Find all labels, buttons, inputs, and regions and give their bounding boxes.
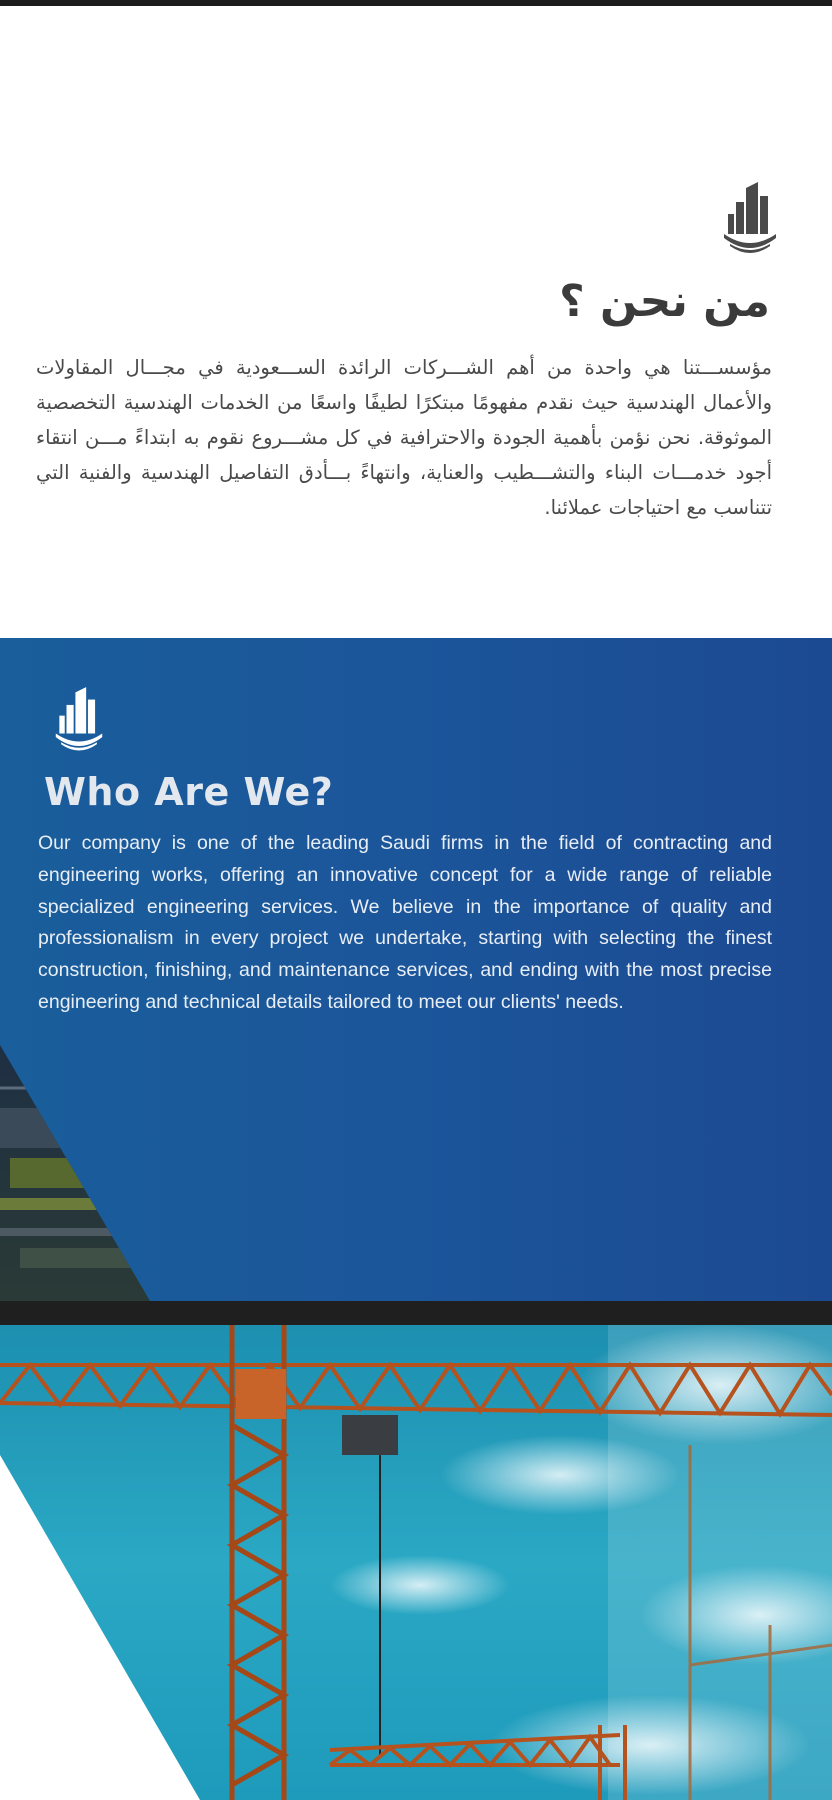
about-text-arabic: مؤسســـتنا هي واحدة من أهم الشـــركات الرائدة الســـعودية في مجـــال المقاولات والأعمال الهندسية حيث نقدم مفهومًا مبتكرًا لطيفًا واسعًا من الخدمات الهندسية التخصصية الموثوقة. نحن نؤمن بأهمية الجودة والاحترافية في كل مشـــروع نقوم به ابتداءً مـــن انتقاء أجود خدمـــات البناء والتشـــطيب والعناية، وانتهاءً بـــأدق التفاصيل الهندسية والفنية التي تتناسب مع احتياجات عملائنا. (36, 356, 772, 519)
building-logo-icon (722, 182, 778, 258)
section-divider (0, 1301, 832, 1325)
about-section-arabic (0, 6, 832, 638)
page-title-arabic: من نحن ؟ (559, 276, 770, 327)
construction-crane-photo (0, 1325, 832, 1800)
crane-illustration (0, 1325, 832, 1800)
about-text-english: Our company is one of the leading Saudi firms in the field of contracting and engineering works, offering an innovative concept for a wide range of reliable specialized engineering services. We believe in the importance of quality and professionalism in every project we undertake, starting with selecting the finest construction, finishing, and maintenance services, and ending with the most precise engineering and technical details tailored to meet our clients' needs. (38, 832, 772, 1013)
about-section-english (0, 638, 832, 1301)
building-logo-icon (54, 686, 104, 756)
section-title-english: Who Are We? (44, 770, 334, 814)
